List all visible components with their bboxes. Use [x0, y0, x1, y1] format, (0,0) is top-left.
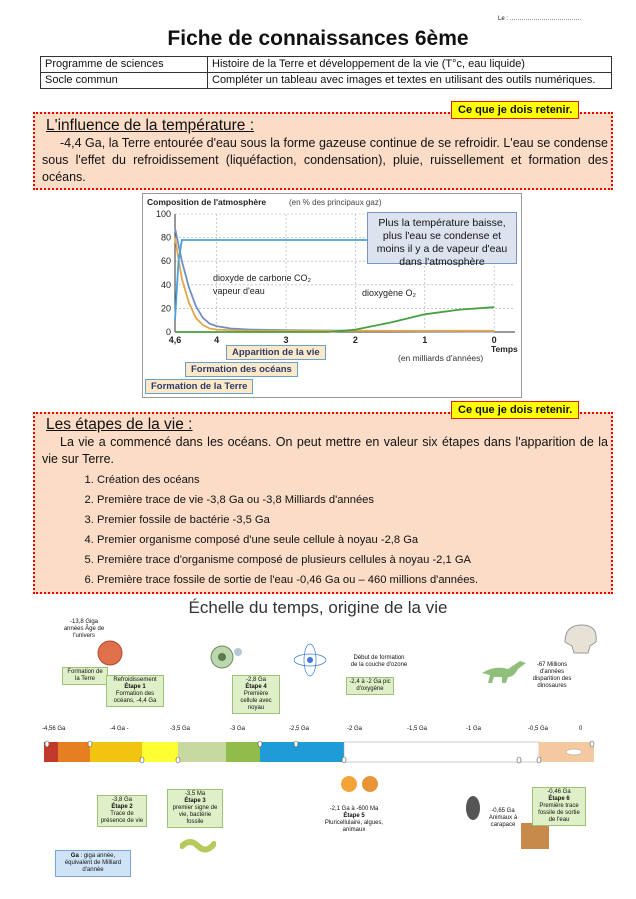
page-title: Fiche de connaissances 6ème [167, 27, 469, 50]
era-segment [226, 742, 260, 762]
chart-xlabel-unit: (en milliards d'années) [398, 353, 484, 363]
event-formation-oceans: Formation des océans [185, 362, 298, 377]
earth-picture [97, 640, 123, 666]
era-segment [344, 742, 539, 762]
legend-vapeur: vapeur d'eau [213, 286, 265, 296]
carapace-note: -0,65 Ga Animaux à carapace [488, 808, 518, 828]
timeline-tick-label: -3,5 Ga [170, 726, 191, 732]
timeline-tick-label: -4,56 Ga [42, 726, 66, 732]
timeline-tick-label: 0 [579, 726, 583, 732]
timeline-bar [44, 740, 600, 764]
chart-subtitle: (en % des principaux gaz) [289, 198, 382, 207]
era-segment [90, 742, 142, 762]
dinosaur-note: -67 Millions d'années disparition des dinosaures [532, 662, 572, 689]
list-item: 2. Première trace de vie -3,8 Ga ou -3,8 Milliards d'années [97, 490, 478, 510]
y-tick-label: 80 [160, 232, 171, 243]
y-tick-label: 40 [160, 279, 171, 290]
timeline-title: Échelle du temps, origine de la vie [188, 598, 448, 617]
chart-title: Composition de l'atmosphère [147, 197, 267, 207]
table-cell: Programme de sciences [41, 57, 208, 73]
etape2-box: -3,8 Ga Étape 2 Trace de présence de vie [97, 795, 147, 827]
list-item: 3. Premier fossile de bactérie -3,5 Ga [97, 510, 478, 530]
x-tick-label: 3 [283, 335, 289, 345]
y-tick-label: 60 [160, 256, 171, 267]
timeline-tick-label: -2 Ga [347, 726, 363, 732]
legend-o2: dioxygène O₂ [362, 288, 417, 298]
era-segment [142, 742, 178, 762]
timeline-tick-label: -1,5 Ga [407, 726, 428, 732]
section-title-temperature: L'influence de la température : [46, 117, 255, 134]
cell-picture [210, 644, 246, 670]
y-tick-label: 20 [160, 303, 171, 314]
info-table [40, 56, 612, 89]
legend-co2: dioxyde de carbone CO₂ [213, 273, 312, 283]
section-title-life: Les étapes de la vie : [46, 416, 193, 433]
etape6-box: -0,46 Ga Étape 6 Première trace fossile de sortie de l'eau [532, 787, 586, 826]
timeline-tick-label: -4 Ga - [110, 726, 129, 732]
chart-xlabel: Temps [491, 344, 518, 354]
y-tick-label: 0 [165, 327, 171, 337]
x-tick-label: 4 [214, 335, 220, 345]
etape4-box: -2,8 Ga Étape 4 Première cellule avec noyau [232, 675, 280, 714]
list-item: 1. Création des océans [97, 470, 478, 490]
list-item: 4. Premier organisme composé d'une seule cellule à noyau -2,8 Ga [97, 530, 478, 550]
retain-tag-2: Ce que je dois retenir. [451, 401, 579, 419]
timeline-tick-label: -3 Ga [230, 726, 246, 732]
y-tick-label: 100 [155, 209, 171, 219]
list-item: 5. Première trace d'organisme composé de plusieurs cellules à noyau -2,1 GA [97, 550, 478, 570]
series-line [175, 307, 494, 332]
skull-picture [560, 622, 600, 656]
event-apparition-vie: Apparition de la vie [226, 345, 326, 360]
chart-callout: Plus la température baisse, plus l'eau se condense et moins il y a de vapeur d'eau dans l'atmosphère [367, 212, 517, 264]
x-tick-label: 0 [491, 335, 497, 345]
table-cell: Socle commun [41, 73, 208, 89]
oxygen-atom-icon [290, 640, 330, 680]
dinosaur-picture [480, 655, 530, 685]
life-text: La vie a commencé dans les océans. On peut mettre en valeur six étapes dans l'apparition de la vie sur Terre. [42, 435, 608, 466]
table-row [41, 73, 612, 89]
temperature-text: -4,4 Ga, la Terre entourée d'eau sous la forme gazeuse continue de se refroidir. L'eau se condense sous l'effet du refroidissement (liquéfaction, condensation), pluie, ruissellement et formation des océans. [42, 136, 608, 184]
x-tick-label: 2 [352, 335, 358, 345]
retain-tag: Ce que je dois retenir. [451, 101, 579, 119]
list-item: 6. Première trace fossile de sortie de l'eau -0,46 Ga ou – 460 millions d'années. [97, 570, 478, 590]
univers-note: -13,8 Giga années Âge de l'univers [63, 619, 105, 639]
timeline-tick-label: -1 Ga [466, 726, 482, 732]
era-segment [260, 742, 344, 762]
table-cell: Histoire de la Terre et développement de la vie (T°c, eau liquide) [208, 57, 612, 73]
table-row [41, 57, 612, 73]
bacteria-picture [180, 836, 216, 856]
formation-terre-box: Formation de la Terre [62, 667, 108, 685]
algae-picture [340, 775, 380, 793]
era-segment [178, 742, 226, 762]
trilobite-picture [464, 795, 482, 821]
date-label: Le : ……………………………… [498, 16, 582, 22]
etape3-box: -3,5 Ma Étape 3 premier signe de vie, bactérie fossile [167, 789, 223, 828]
ozone-note: Début de formation de la couche d'ozone [350, 655, 408, 668]
timeline-tick-label: -0,5 Ga [528, 726, 549, 732]
x-tick-label: 4,6 [168, 335, 182, 345]
ga-legend: Ga : giga année, équivalent de Milliard d'année [55, 850, 131, 877]
etape1-box: Refroidissement Étape 1 Formation des océans, -4,4 Ga [106, 675, 164, 707]
etape5-note: -2,1 Ga à -600 Ma Étape 5 Pluricellulaire, algues, animaux [324, 806, 384, 833]
table-cell: Compléter un tableau avec images et textes en utilisant des outils numériques. [208, 73, 612, 89]
event-formation-terre: Formation de la Terre [145, 379, 253, 394]
timeline-tick-label: -2,5 Ga [289, 726, 310, 732]
life-steps-list [79, 470, 478, 590]
fossil-picture [520, 822, 550, 850]
oxygen-box: -2,4 à -2 Ga pic d'oxygène [346, 677, 394, 695]
era-segment [58, 742, 90, 762]
x-tick-label: 1 [422, 335, 428, 345]
